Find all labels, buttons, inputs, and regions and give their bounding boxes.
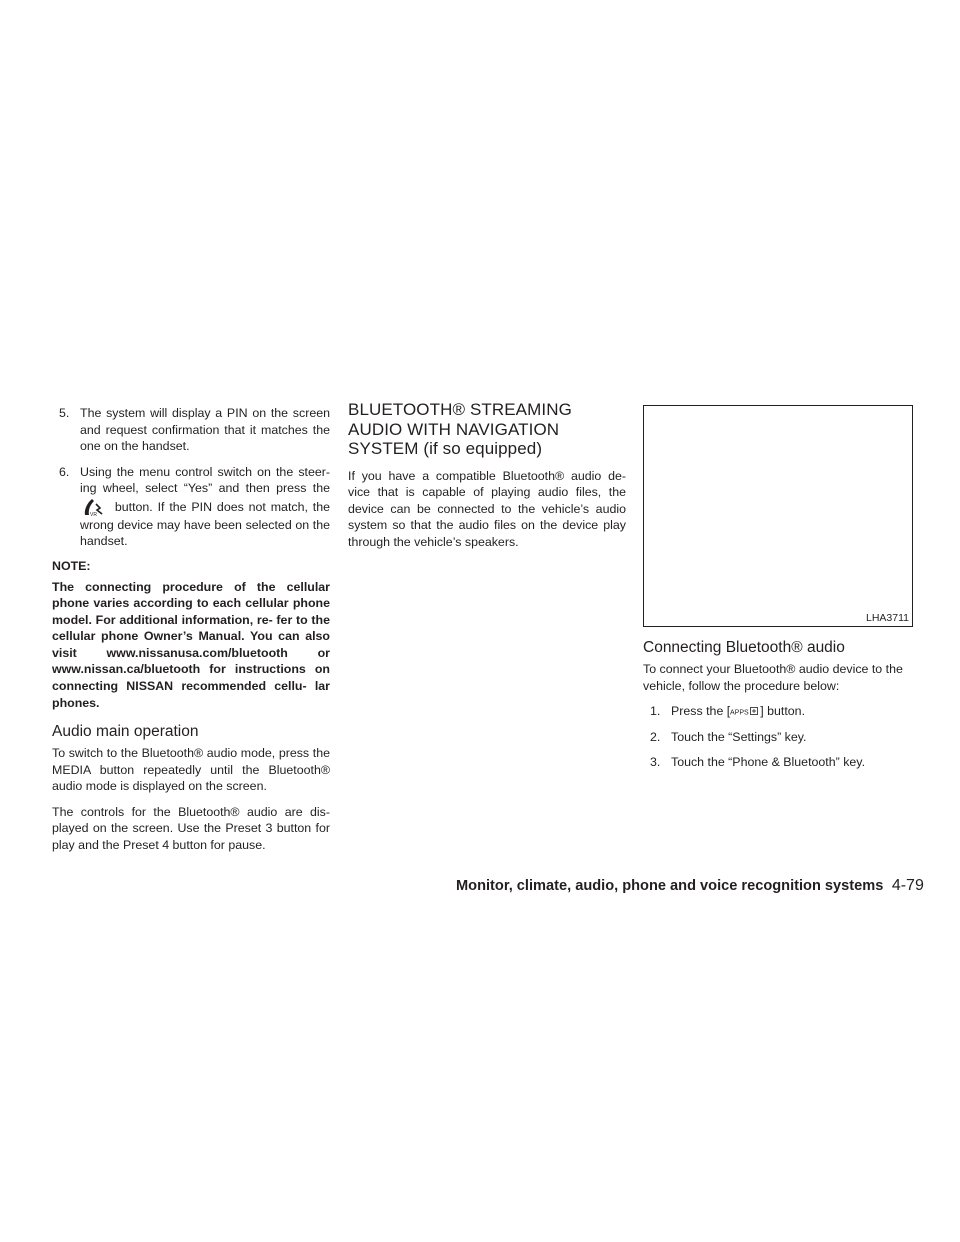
- note-body: The connecting procedure of the cellular phone varies according to each cellular phone model. For additional information, re- fer to the cellular phone Owner’s Manual. You can also visit www.nissanusa.com/bluetooth or www.nissan.ca/bluetooth for instructions on connecting NISSAN recommended cellu- lar phones.: [52, 579, 330, 710]
- step-number: 2.: [650, 729, 661, 744]
- step-text-continued: button. If the PIN does not match, the wrong device may have been selected on the handset.: [80, 499, 330, 548]
- right-column: [643, 405, 915, 780]
- left-column: [52, 405, 330, 853]
- step-number: 5.: [59, 406, 70, 420]
- audio-main-operation-heading: Audio main operation: [52, 723, 199, 741]
- step-number: 3.: [650, 755, 661, 769]
- step-text-continued: ] button.: [760, 704, 806, 718]
- step-number: 6.: [59, 464, 70, 479]
- apps-button-icon: [730, 705, 760, 716]
- step-5: [52, 405, 330, 455]
- step-text: Press the [: [671, 704, 731, 718]
- connecting-intro: To connect your Bluetooth® audio device to the vehicle, follow the procedure below:: [643, 662, 903, 693]
- step-text: Touch the “Phone & Bluetooth” key.: [671, 755, 866, 769]
- connect-step-2: [643, 729, 915, 746]
- middle-column: [348, 400, 626, 550]
- streaming-audio-paragraph: If you have a compatible Bluetooth® audio de- vice that is capable of playing audio files, the device can be connected to the vehicle’s audio system so that the audio files on the device play through the vehicle’s speakers.: [348, 468, 626, 549]
- page-number: 4-79: [891, 877, 924, 894]
- steering-switch-talk-icon: [80, 497, 110, 517]
- connect-step-1: [643, 703, 915, 720]
- step-6: [52, 464, 330, 550]
- streaming-audio-heading: BLUETOOTH® STREAMING AUDIO WITH NAVIGATION SYSTEM (if so equipped): [348, 400, 572, 458]
- step-text: The system will display a PIN on the screen and request confirmation that it matches the one on the handset.: [80, 406, 330, 453]
- page-footer: [456, 877, 924, 895]
- step-text: Using the menu control switch on the steer- ing wheel, select “Yes” and then press the: [80, 464, 330, 495]
- svg-text:VR: VR: [90, 511, 97, 517]
- section-title: Monitor, climate, audio, phone and voice recognition systems: [456, 878, 884, 894]
- figure-box: [643, 405, 913, 627]
- audio-paragraph-1: To switch to the Bluetooth® audio mode, press the MEDIA button repeatedly until the Bluetooth® audio mode is displayed on the screen.: [52, 746, 330, 794]
- audio-paragraph-2: The controls for the Bluetooth® audio are dis- played on the screen. Use the Preset 3 button for play and the Preset 4 button for pause.: [52, 804, 330, 852]
- step-number: 1.: [650, 704, 661, 718]
- connect-step-3: [643, 754, 915, 771]
- note-title: NOTE:: [52, 558, 91, 573]
- step-text: Touch the “Settings” key.: [671, 729, 807, 744]
- connecting-bluetooth-audio-heading: Connecting Bluetooth® audio: [643, 639, 845, 656]
- figure-code: LHA3711: [865, 612, 909, 624]
- svg-text:APPS: APPS: [730, 709, 749, 717]
